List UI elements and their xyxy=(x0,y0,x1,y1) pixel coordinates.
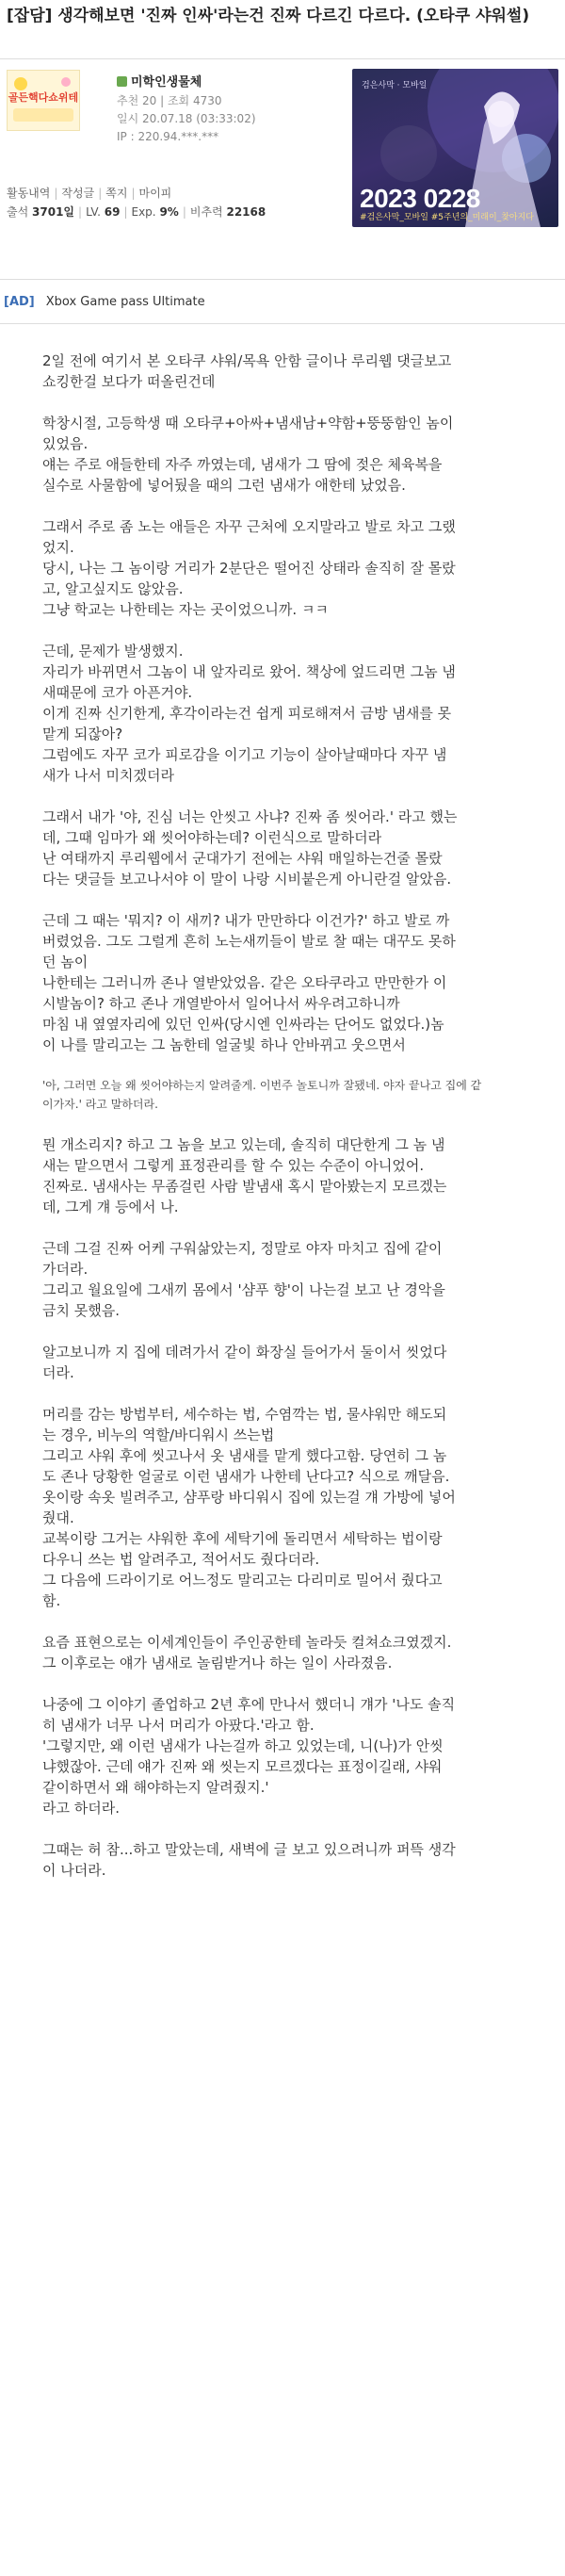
paragraph: 그래서 내가 '야, 진심 너는 안씻고 사냐? 진짜 좀 씻어라.' 라고 했는 데, 그때 임마가 왜 씻어야하는데? 이런식으로 말하더라 난 여태까지 루리웹에서 군대가기 전에는 샤워 매일하는건줄 몰랐 다는 댓글들 보고나서야 이 말이 나랑 시비붙은게 아니란걸 알았음. xyxy=(42,808,458,888)
post-date: 일시 20.07.18 (03:33:02) xyxy=(117,112,256,125)
author-nickname-text: 미학인생물체 xyxy=(131,75,202,90)
content-divider xyxy=(0,323,565,324)
lv-value: 69 xyxy=(104,205,121,219)
ad-banner[interactable] xyxy=(352,69,558,227)
title-divider xyxy=(0,58,565,59)
ad-text: Xbox Game pass Ultimate xyxy=(45,295,205,309)
paragraph: 요즘 표현으로는 이세계인들이 주인공한테 놀라듯 컬쳐쇼크였겠지. 그 이후로는 얘가 냄새로 놀림받거나 하는 일이 사라졌음. xyxy=(42,1634,452,1671)
link-posts[interactable]: 작성글 xyxy=(61,187,95,200)
paragraph: 알고보니까 지 집에 데려가서 같이 화장실 들어가서 둘이서 씻었다 더라. xyxy=(42,1344,447,1381)
paragraph: 근데, 문제가 발생했지. 자리가 바뀌면서 그놈이 내 앞자리로 왔어. 책상에 엎드리면 그놈 냄 새때문에 코가 아픈거야. 이게 진짜 신기한게, 후각이라는건 쉽게 피로해져서 금방 냄새를 못 맡게 되잖아? 그럼에도 자꾸 코가 피로감을 이기고 기능이 살아날때마다 자꾸 냄 새가 나서 미치겠더라 xyxy=(42,643,456,784)
ratio-label: 비추력 xyxy=(189,205,223,219)
author-ip: IP : 220.94.***.*** xyxy=(117,130,219,143)
exp-label: Exp. xyxy=(131,205,156,219)
ad-tags: #검은사막_모바일 #5주년의_미래이_찾아지다 xyxy=(360,213,534,222)
ratio-value: 22168 xyxy=(226,205,266,219)
paragraph: 근데 그걸 진짜 어케 구워삶았는지, 정말로 야자 마치고 집에 같이 가더라. 그리고 월요일에 그새끼 몸에서 '샴푸 향'이 나는걸 보고 난 경악을 금치 못했음. xyxy=(42,1240,445,1319)
avatar-image xyxy=(8,71,79,130)
link-message[interactable]: 쪽지 xyxy=(105,187,128,200)
attendance-label: 출석 xyxy=(7,205,29,219)
exp-value: 9% xyxy=(159,205,179,219)
link-activity[interactable]: 활동내역 xyxy=(7,187,51,200)
ad-text-line[interactable] xyxy=(0,295,205,309)
paragraph: 뭔 개소리지? 하고 그 놈을 보고 있는데, 솔직히 대단한게 그 놈 냄 새는 맡으면서 그렇게 표정관리를 할 수 있는 수준이 아니었어. 진짜로. 냄새사는 무좀걸린 사람 발냄새 혹시 맡아봤는지 모르겠는 데, 그게 걔 등에서 나. xyxy=(42,1136,447,1215)
author-nickname[interactable] xyxy=(117,73,256,92)
ad-label: [AD] xyxy=(4,295,35,309)
quote-paragraph: '아, 그러면 오늘 왜 씻어야하는지 알려줄게. 이번주 놀토니까 잘됐네. 야자 끝나고 집에 같 이가자.' 라고 말하더라. xyxy=(42,1079,482,1111)
paragraph: 2일 전에 여기서 본 오타쿠 샤워/목욕 안함 글이나 루리웹 댓글보고 쇼킹한걸 보다가 떠올린건데 xyxy=(42,352,452,390)
post-title: [잡담] 생각해보면 '진짜 인싸'라는건 진짜 다르긴 다르다. (오타쿠 샤워썰) xyxy=(7,7,530,25)
link-mypi[interactable]: 마이피 xyxy=(138,187,172,200)
author-stats: 출석 3701일 | LV. 69 | Exp. 9% | 비추력 22168 xyxy=(7,205,266,219)
paragraph: 머리를 감는 방법부터, 세수하는 법, 수염깍는 법, 물샤워만 해도되 는 경우, 비누의 역할/바디워시 쓰는법 그리고 샤워 후에 씻고나서 옷 냄새를 맡게 했다고함. 당연히 그 놈 도 존나 당황한 얼굴로 이런 냄새가 나한테 난다고? 식으로 깨달음. 옷이랑 속옷 빌려주고, 샴푸랑 바디워시 집에 있는걸 걔 가방에 넣어 줬대. 교복이랑 그거는 샤워한 후에 세탁기에 돌리면서 세탁하는 법이랑 다우니 쓰는 법 알려주고, 적어서도 줬다더라. 그 다음에 드라이기로 어느정도 말리고는 다리미로 밀어서 줬다고 함. xyxy=(42,1406,456,1609)
ad-date: 2023 0228 xyxy=(360,184,480,213)
level-icon xyxy=(117,76,127,87)
paragraph: 그래서 주로 좀 노는 애들은 자꾸 근처에 오지말라고 발로 차고 그랬 었지. 당시, 나는 그 놈이랑 거리가 2분단은 떨어진 상태라 솔직히 잘 몰랐 고, 알고싶지도 않았음. 그냥 학교는 나한테는 자는 곳이었으니까. ㅋㅋ xyxy=(42,518,456,618)
paragraph: 나중에 그 이야기 졸업하고 2년 후에 만나서 했더니 걔가 '나도 솔직 히 냄새가 너무 나서 머리가 아팠다.'라고 함. '그렇지만, 왜 이런 냄새가 나는걸까 하고 있었는데, 니(나)가 안씻 냐했잖아. 근데 얘가 진짜 왜 씻는지 모르겠다는 표정이길래, 샤워 같이하면서 왜 해야하는지 알려줬지.' 라고 하더라. xyxy=(42,1696,456,1817)
lv-label: LV. xyxy=(86,205,101,219)
post-body xyxy=(42,351,551,1901)
paragraph: 학창시절, 고등학생 때 오타쿠+아싸+냄새남+약함+뚱뚱함인 놈이 있었음. 얘는 주로 애들한테 자주 까였는데, 냄새가 그 땀에 젖은 체육복을 실수로 사물함에 넣어뒀을 때의 그런 냄새가 애한테 났었음. xyxy=(42,415,454,494)
avatar-text: 골든핵다쇼위테 xyxy=(8,91,79,104)
author-links: 활동내역 | 작성글 | 쪽지 | 마이피 xyxy=(7,187,172,200)
avatar[interactable] xyxy=(7,70,80,131)
author-info xyxy=(117,73,256,146)
ad-small-text: 검은사막 · 모바일 xyxy=(362,81,428,90)
attendance-value: 3701일 xyxy=(32,205,75,219)
header-divider xyxy=(0,279,565,280)
recommend-view-count: 추천 20 | 조회 4730 xyxy=(117,94,222,107)
paragraph: 그때는 허 참...하고 말았는데, 새벽에 글 보고 있으려니까 퍼뜩 생각 이 나더라. xyxy=(42,1841,456,1879)
paragraph: 근데 그 때는 '뭐지? 이 새끼? 내가 만만하다 이건가?' 하고 발로 까 버렸었음. 그도 그럴게 흔히 노는새끼들이 발로 찰 때는 대꾸도 못하 던 놈이 나한테는 그러니까 존나 열받았었음. 같은 오타쿠라고 만만한가 이 시발놈이? 하고 존나 개열받아서 일어나서 싸우려고하니까 마침 내 옆옆자리에 있던 인싸(당시엔 인싸라는 단어도 없었다.)놈 이 나를 말리고는 그 놈한테 얼굴빛 하나 안바뀌고 웃으면서 xyxy=(42,912,456,1053)
